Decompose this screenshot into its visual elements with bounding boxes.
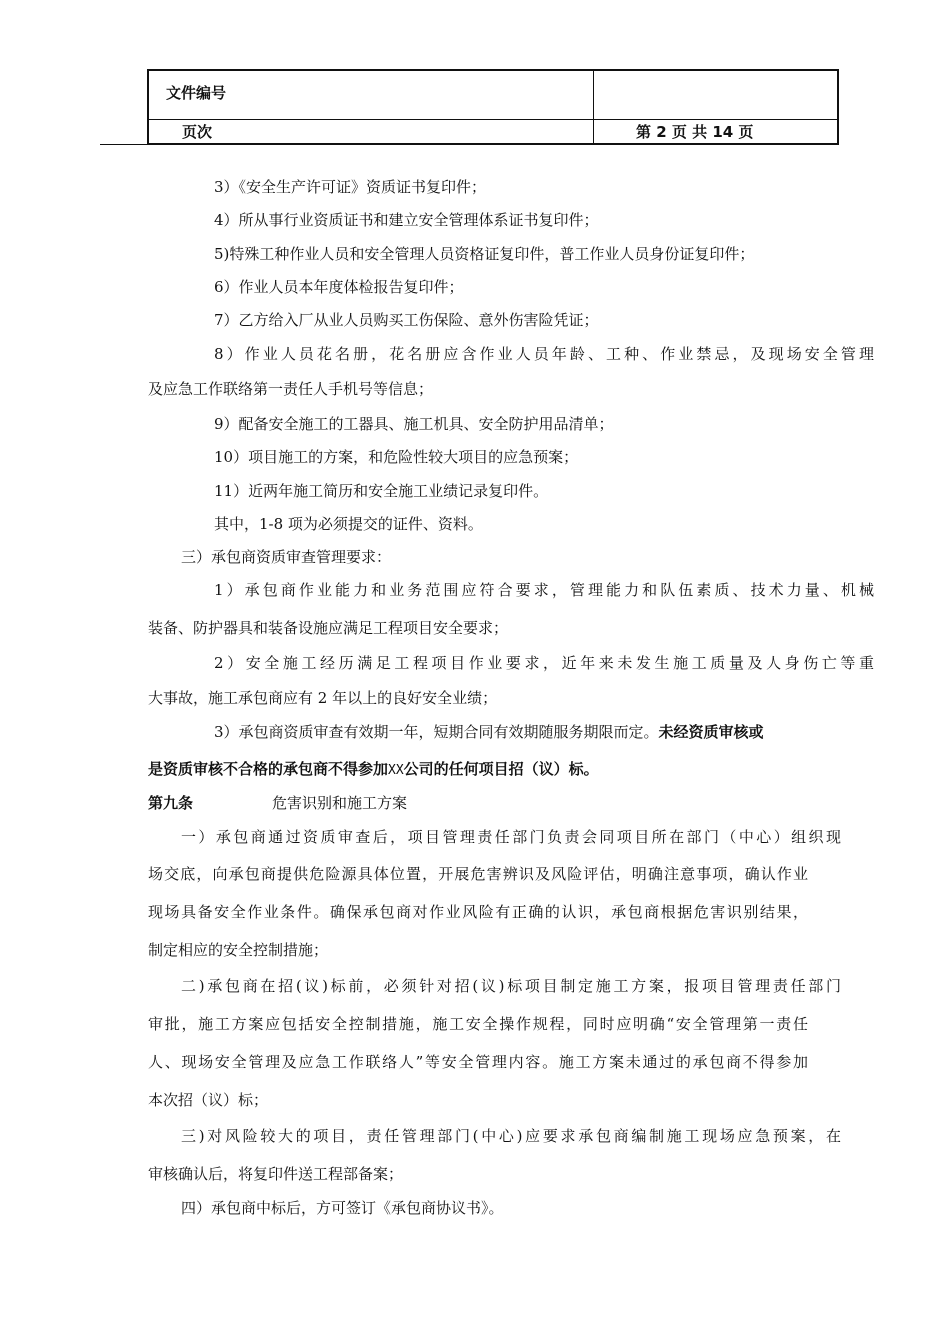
list-item: 11）近两年施工简历和安全施工业绩记录复印件。 bbox=[214, 482, 549, 500]
paragraph-line: 场交底，向承包商提供危险源具体位置，开展危害辨识及风险评估，明确注意事项，确认作业 bbox=[148, 865, 808, 883]
page-label: 页次 bbox=[182, 123, 213, 141]
paragraph-line: 三)对风险较大的项目，责任管理部门(中心)应要求承包商编制施工现场应急预案，在 bbox=[181, 1127, 841, 1145]
paragraph-line: 一）承包商通过资质审查后，项目管理责任部门负责会同项目所在部门（中心）组织现 bbox=[181, 828, 841, 846]
header-row-file-number bbox=[149, 71, 837, 120]
paragraph-line: 审核确认后，将复印件送工程部备案； bbox=[148, 1165, 404, 1183]
list-item: 6）作业人员本年度体检报告复印件； bbox=[214, 278, 464, 296]
list-item-continuation: 及应急工作联络第一责任人手机号等信息； bbox=[148, 380, 434, 398]
header-row-page bbox=[149, 119, 837, 145]
file-number-label: 文件编号 bbox=[166, 84, 227, 102]
document-header-table bbox=[147, 69, 839, 145]
page-value: 第 2 页 共 14 页 bbox=[636, 123, 754, 141]
paragraph-line: 二)承包商在招(议)标前，必须针对招(议)标项目制定施工方案，报项目管理责任部门 bbox=[181, 977, 841, 995]
list-item: 10）项目施工的方案，和危险性较大项目的应急预案； bbox=[214, 448, 579, 466]
section-heading: 三）承包商资质审查管理要求： bbox=[181, 548, 392, 566]
bold-warning-text: 是资质审核不合格的承包商不得参加 bbox=[148, 760, 389, 778]
paragraph-line bbox=[148, 722, 874, 742]
paragraph-line: 制定相应的安全控制措施； bbox=[148, 941, 329, 959]
paragraph-line: 装备、防护器具和装备设施应满足工程项目安全要求； bbox=[148, 619, 509, 637]
article-heading bbox=[148, 793, 808, 813]
note-text: 其中，1-8 项为必须提交的证件、资料。 bbox=[214, 515, 483, 533]
paragraph-line: 1）承包商作业能力和业务范围应符合要求，管理能力和队伍素质、技术力量、机械 bbox=[214, 581, 874, 599]
paragraph-line: 2）安全施工经历满足工程项目作业要求，近年来未发生施工质量及人身伤亡等重 bbox=[214, 654, 874, 672]
paragraph-line: 现场具备安全作业条件。确保承包商对作业风险有正确的认识，承包商根据危害识别结果， bbox=[148, 903, 808, 921]
list-item: 8）作业人员花名册，花名册应含作业人员年龄、工种、作业禁忌，及现场安全管理 bbox=[214, 345, 874, 363]
article-title: 危害识别和施工方案 bbox=[272, 794, 408, 812]
header-divider bbox=[593, 71, 594, 143]
bold-warning-text: 未经资质审核或 bbox=[658, 723, 764, 741]
paragraph-line: 大事故，施工承包商应有 2 年以上的良好安全业绩； bbox=[148, 689, 498, 707]
bold-warning-text: 公司的任何项目招（议）标。 bbox=[403, 760, 599, 778]
list-item: 7）乙方给入厂从业人员购买工伤保险、意外伤害险凭证； bbox=[214, 311, 599, 329]
list-item: 9）配备安全施工的工器具、施工机具、安全防护用品清单； bbox=[214, 415, 614, 433]
list-item: 5)特殊工种作业人员和安全管理人员资格证复印件，普工作业人员身份证复印件； bbox=[214, 245, 755, 263]
paragraph-line: 审批，施工方案应包括安全控制措施，施工安全操作规程，同时应明确“安全管理第一责任 bbox=[148, 1015, 808, 1033]
company-placeholder: XX bbox=[388, 763, 404, 778]
paragraph-text: 3）承包商资质审查有效期一年，短期合同有效期随服务期限而定。 bbox=[214, 723, 659, 741]
list-item: 3）《安全生产许可证》资质证书复印件； bbox=[214, 178, 487, 196]
paragraph-line: 四）承包商中标后，方可签订《承包商协议书》。 bbox=[181, 1199, 504, 1217]
paragraph-line: 本次招（议）标； bbox=[148, 1091, 269, 1109]
list-item: 4）所从事行业资质证书和建立安全管理体系证书复印件； bbox=[214, 211, 599, 229]
paragraph-line: 人、现场安全管理及应急工作联络人”等安全管理内容。施工方案未通过的承包商不得参加 bbox=[148, 1053, 808, 1071]
article-number: 第九条 bbox=[148, 794, 194, 812]
bold-warning-line bbox=[148, 759, 808, 781]
header-rule bbox=[100, 144, 147, 145]
